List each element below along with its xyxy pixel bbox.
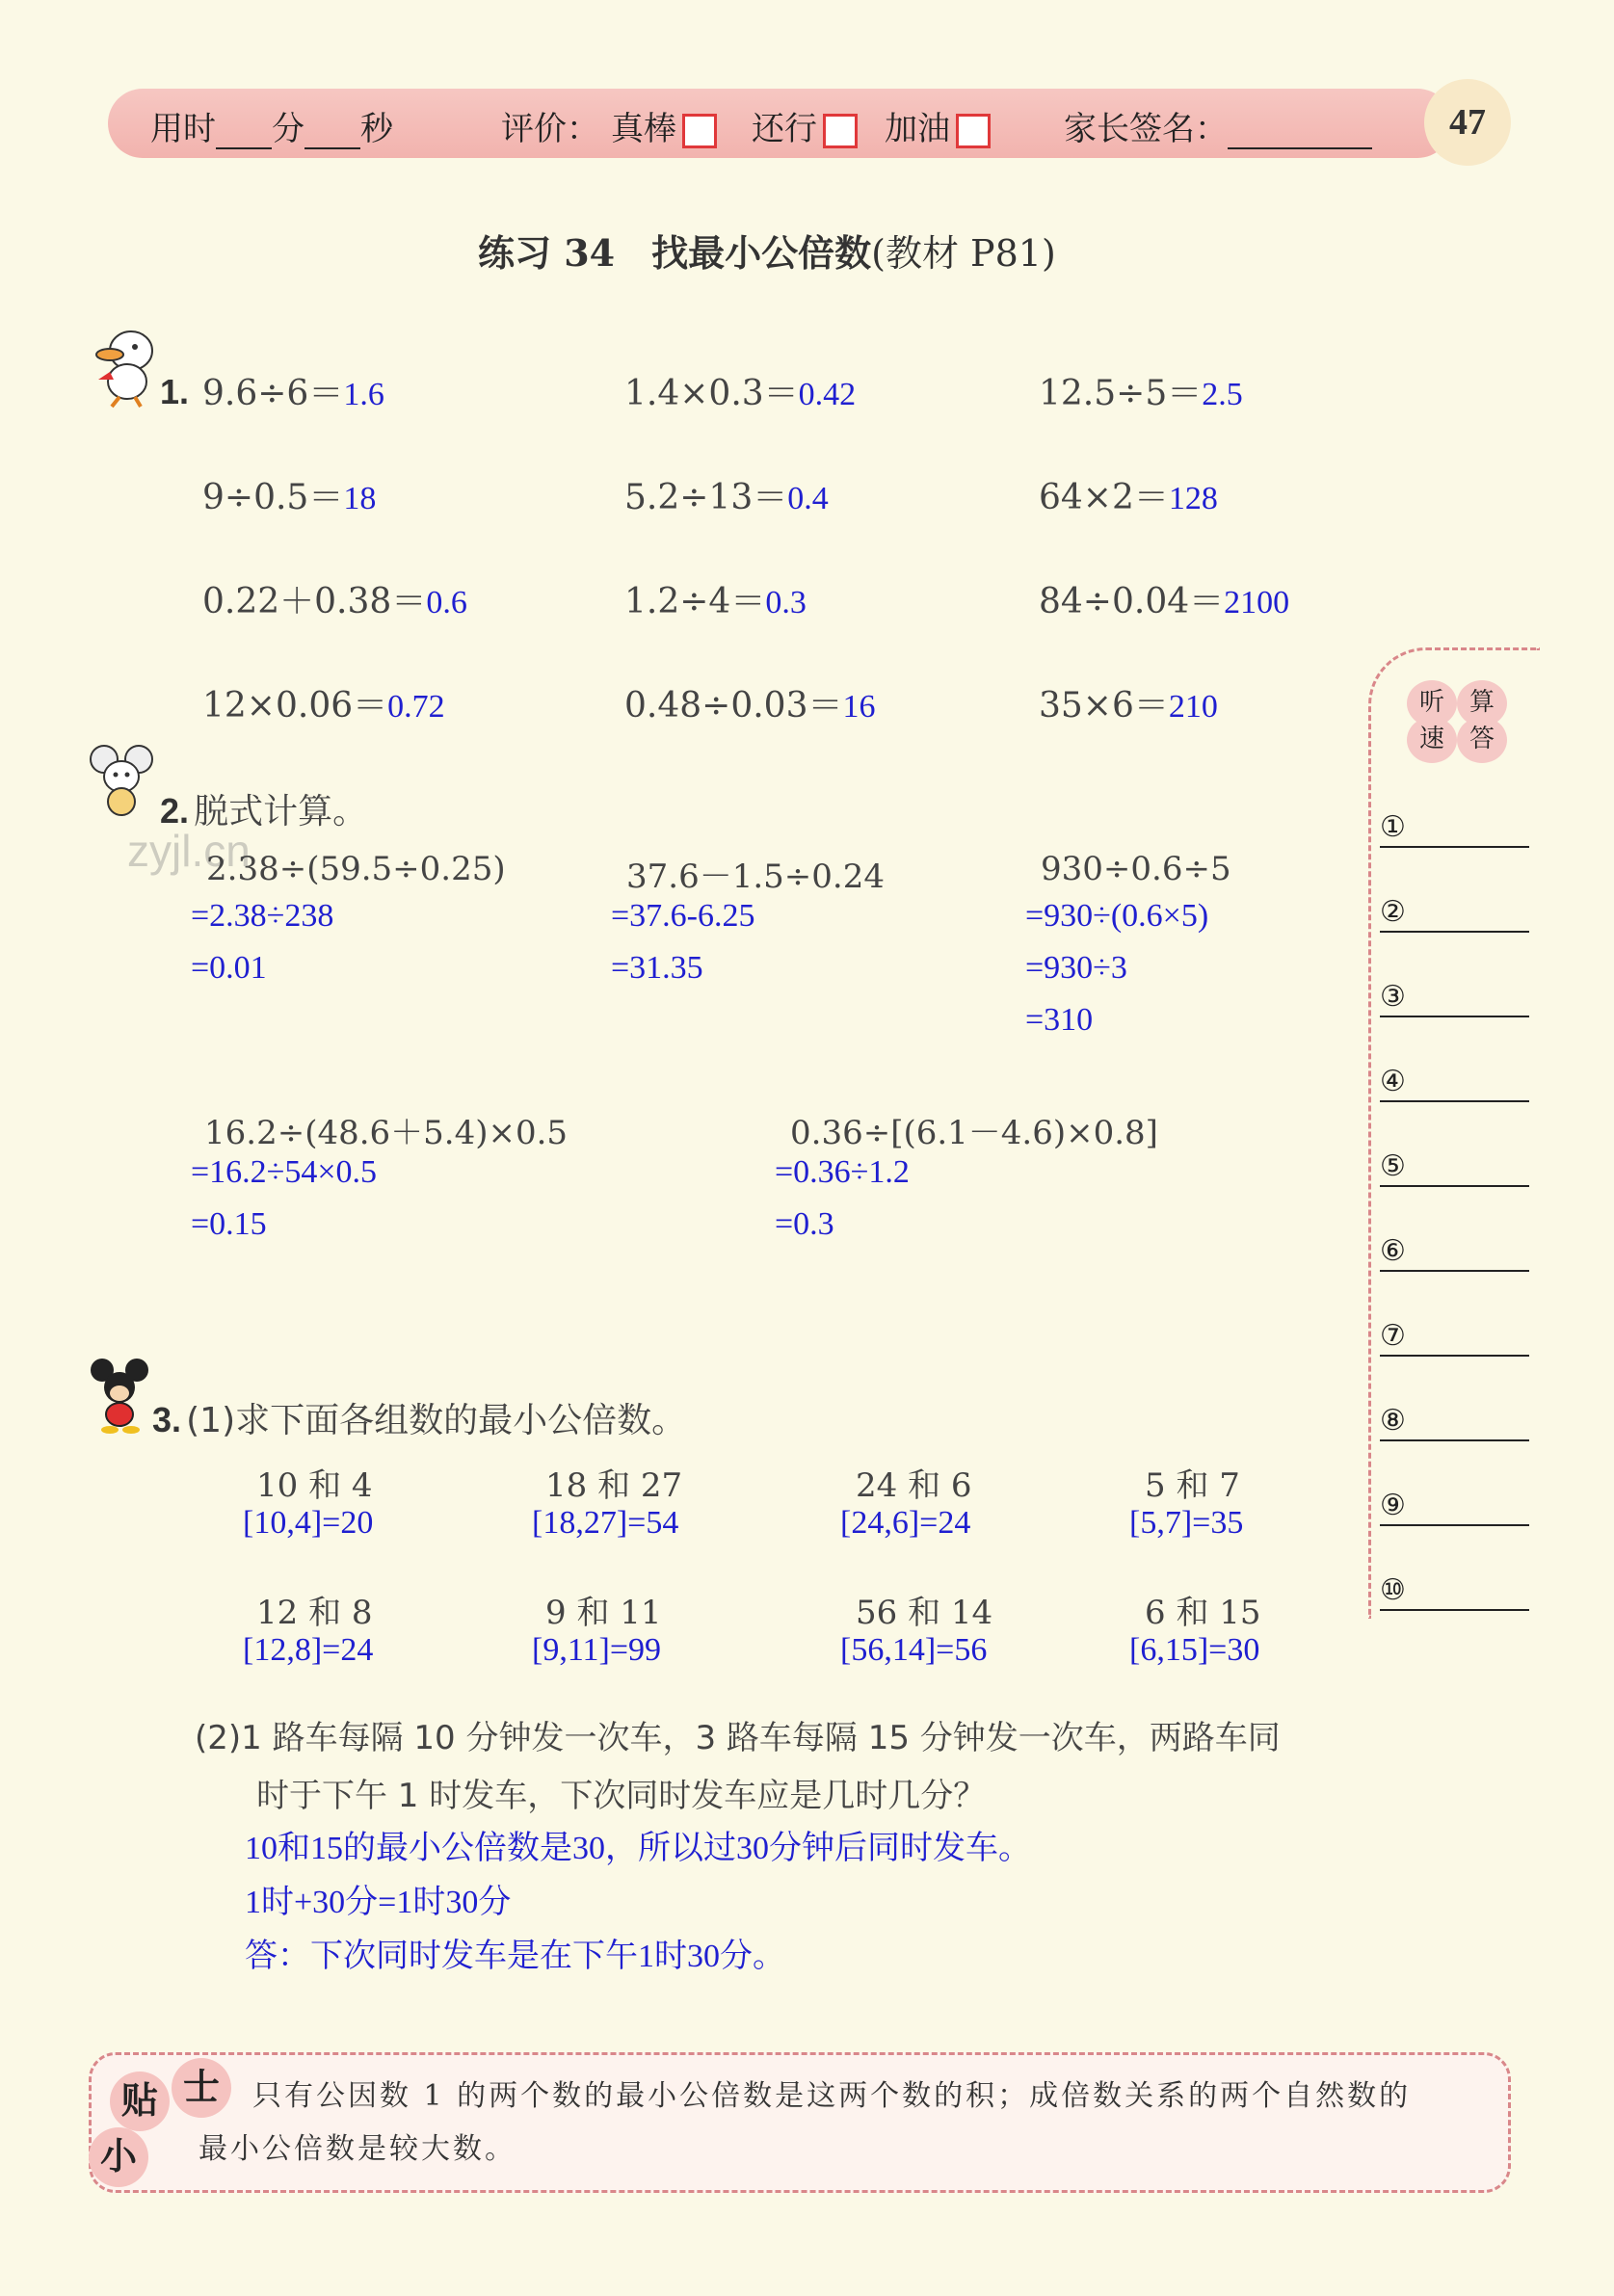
q2-header <box>160 784 367 833</box>
q1-answer: 18 <box>343 481 377 516</box>
parent-sign-line[interactable] <box>1228 147 1372 149</box>
side-item-label: ② <box>1380 895 1406 929</box>
q3-pair: 56 和 14 <box>856 1594 993 1632</box>
q2-step: =930÷(0.6×5) <box>1025 898 1209 934</box>
q1-expr: 1.4×0.3＝ <box>624 374 799 413</box>
q3-pair: 9 和 11 <box>545 1594 662 1632</box>
q3-pair-answer: [9,11]=99 <box>532 1632 662 1668</box>
tip-text-line2: 最小公倍数是较大数。 <box>198 2132 516 2166</box>
side-answer-line[interactable] <box>1380 1227 1529 1272</box>
page-title: 练习 34 找最小公倍数(教材 P81) <box>478 231 1056 275</box>
side-title-char: 速 <box>1407 717 1457 763</box>
q2-step: =310 <box>1025 1002 1094 1038</box>
side-answer-line[interactable] <box>1380 973 1529 1017</box>
q1-expr: 12.5÷5＝ <box>1039 374 1203 413</box>
side-item-label: ④ <box>1380 1065 1406 1098</box>
side-item-label: ⑩ <box>1380 1573 1406 1607</box>
q1-expr: 35×6＝ <box>1039 686 1169 726</box>
tip-text-line1: 只有公因数 1 的两个数的最小公倍数是这两个数的积；成倍数关系的两个自然数的 <box>252 2079 1412 2113</box>
q3-pair: 12 和 8 <box>256 1594 373 1632</box>
side-item-label: ⑧ <box>1380 1404 1406 1438</box>
side-answer-line[interactable] <box>1380 1058 1529 1102</box>
q3-pair: 6 和 15 <box>1145 1594 1261 1632</box>
q1-answer: 128 <box>1168 481 1218 516</box>
q2-title: 脱式计算。 <box>194 792 368 831</box>
q1-answer: 0.4 <box>787 481 829 516</box>
q2-step: =16.2÷54×0.5 <box>191 1154 378 1190</box>
side-answer-line[interactable] <box>1380 1312 1529 1357</box>
q2-expr: 2.38÷(59.5÷0.25) <box>206 850 506 888</box>
rating-great-checkbox[interactable] <box>682 114 717 148</box>
q3-pair-answer: [5,7]=35 <box>1129 1505 1244 1541</box>
q1-item <box>1039 678 1218 727</box>
q2-step: =930÷3 <box>1025 950 1127 986</box>
q3-pair: 5 和 7 <box>1145 1466 1240 1505</box>
side-item-label: ⑦ <box>1380 1319 1406 1353</box>
q1-expr: 12×0.06＝ <box>202 686 388 726</box>
q1-item <box>624 470 829 519</box>
side-title-char: 算 <box>1457 680 1507 726</box>
side-panel <box>1368 647 1540 1619</box>
q3-number: 3. <box>152 1400 182 1439</box>
q1-expr: 9÷0.5＝ <box>202 478 344 517</box>
q3-part2-line2: 时于下午 1 时发车，下次同时发车应是几时几分？ <box>256 1777 987 1815</box>
q1-item <box>1039 574 1289 623</box>
q1-answer: 1.6 <box>343 377 384 412</box>
q3-pair-answer: [6,15]=30 <box>1129 1632 1260 1668</box>
side-title-char: 听 <box>1407 680 1457 726</box>
q1-number: 1. <box>160 372 190 411</box>
q3-header <box>152 1393 686 1442</box>
time-field: 用时 分 秒 <box>150 110 393 148</box>
q2-step: =0.36÷1.2 <box>775 1154 910 1190</box>
q1-item <box>202 574 467 623</box>
header-band <box>108 89 1452 158</box>
q1-answer: 16 <box>842 689 876 725</box>
side-item-label: ③ <box>1380 980 1406 1014</box>
q1-answer: 0.42 <box>798 377 857 412</box>
side-answer-line[interactable] <box>1380 888 1529 933</box>
tip-char: 小 <box>89 2127 148 2187</box>
rating-label: 评价： <box>501 110 599 148</box>
rating-great: 真棒 <box>611 102 717 149</box>
side-item-label: ① <box>1380 810 1406 844</box>
parent-sign: 家长签名： <box>1064 102 1372 149</box>
q1-item <box>624 366 856 415</box>
q1-item <box>202 470 376 519</box>
q3-answer-line: 1时+30分=1时30分 <box>245 1885 512 1920</box>
q1-answer: 0.3 <box>765 585 807 620</box>
q1-expr: 84÷0.04＝ <box>1039 582 1225 621</box>
q2-step: =2.38÷238 <box>191 898 334 934</box>
q1-expr: 1.2÷4＝ <box>624 582 766 621</box>
rating-ok-checkbox[interactable] <box>823 114 858 148</box>
side-answer-line[interactable] <box>1380 1397 1529 1441</box>
q3-pair: 18 和 27 <box>545 1466 683 1505</box>
q3-pair-answer: [24,6]=24 <box>840 1505 971 1541</box>
q1-item <box>624 574 807 623</box>
side-item-label: ⑨ <box>1380 1489 1406 1522</box>
q1-item <box>202 366 384 415</box>
side-answer-line[interactable] <box>1380 804 1529 848</box>
rating-try: 加油 <box>885 102 991 149</box>
duck-mascot-icon <box>81 322 168 409</box>
side-answer-line[interactable] <box>1380 1567 1529 1611</box>
q1-expr: 0.22＋0.38＝ <box>202 582 427 621</box>
q1-expr: 9.6÷6＝ <box>202 374 344 413</box>
tip-char: 贴 <box>110 2072 170 2131</box>
q1-expr: 64×2＝ <box>1039 478 1169 517</box>
q3-pair-answer: [12,8]=24 <box>243 1632 374 1668</box>
q1-item <box>1039 366 1243 415</box>
page-number: 47 <box>1424 79 1511 166</box>
mouse-mascot-icon <box>83 742 160 819</box>
q3-answer-line: 答：下次同时发车是在下午1时30分。 <box>245 1939 785 1974</box>
q3-pair: 10 和 4 <box>256 1466 373 1505</box>
q2-number: 2. <box>160 791 190 831</box>
side-item-label: ⑥ <box>1380 1234 1406 1268</box>
rating-try-checkbox[interactable] <box>956 114 991 148</box>
q1-item <box>202 678 445 727</box>
q3-pair-answer: [18,27]=54 <box>532 1505 679 1541</box>
q2-expr: 930÷0.6÷5 <box>1041 850 1231 888</box>
q3-part1-title: (1)求下面各组数的最小公倍数。 <box>186 1401 687 1440</box>
tip-char: 士 <box>172 2058 231 2118</box>
q1-expr: 0.48÷0.03＝ <box>624 686 843 726</box>
q1-answer: 210 <box>1168 689 1218 725</box>
q1-expr: 5.2÷13＝ <box>624 478 788 517</box>
q3-answer-line: 10和15的最小公倍数是30，所以过30分钟后同时发车。 <box>245 1831 1031 1866</box>
q3-pair: 24 和 6 <box>856 1466 972 1505</box>
q2-expr: 0.36÷[(6.1－4.6)×0.8] <box>790 1114 1158 1152</box>
q2-step: =0.15 <box>191 1206 267 1242</box>
side-item-label: ⑤ <box>1380 1149 1406 1183</box>
q1-answer: 2.5 <box>1202 377 1243 412</box>
q1-item <box>624 678 875 727</box>
q3-pair-answer: [56,14]=56 <box>840 1632 988 1668</box>
side-answer-line[interactable] <box>1380 1482 1529 1526</box>
q2-step: =0.3 <box>775 1206 834 1242</box>
q2-expr: 37.6－1.5÷0.24 <box>626 858 885 896</box>
q2-step: =37.6-6.25 <box>611 898 755 934</box>
mickey-mascot-icon <box>85 1357 154 1434</box>
q1-answer: 0.6 <box>426 585 467 620</box>
q1-answer: 0.72 <box>387 689 445 725</box>
q2-step: =31.35 <box>611 950 703 986</box>
watermark: zyjl.cn <box>127 826 251 876</box>
q3-part2-line1: (2)1 路车每隔 10 分钟发一次车，3 路车每隔 15 分钟发一次车，两路车同 <box>195 1719 1281 1757</box>
q3-pair-answer: [10,4]=20 <box>243 1505 374 1541</box>
q1-item <box>1039 470 1218 519</box>
side-answer-line[interactable] <box>1380 1143 1529 1187</box>
q1-answer: 2100 <box>1224 585 1290 620</box>
q2-step: =0.01 <box>191 950 267 986</box>
rating-ok: 还行 <box>752 102 858 149</box>
q2-expr: 16.2÷(48.6＋5.4)×0.5 <box>204 1114 569 1152</box>
side-title-char: 答 <box>1457 717 1507 763</box>
